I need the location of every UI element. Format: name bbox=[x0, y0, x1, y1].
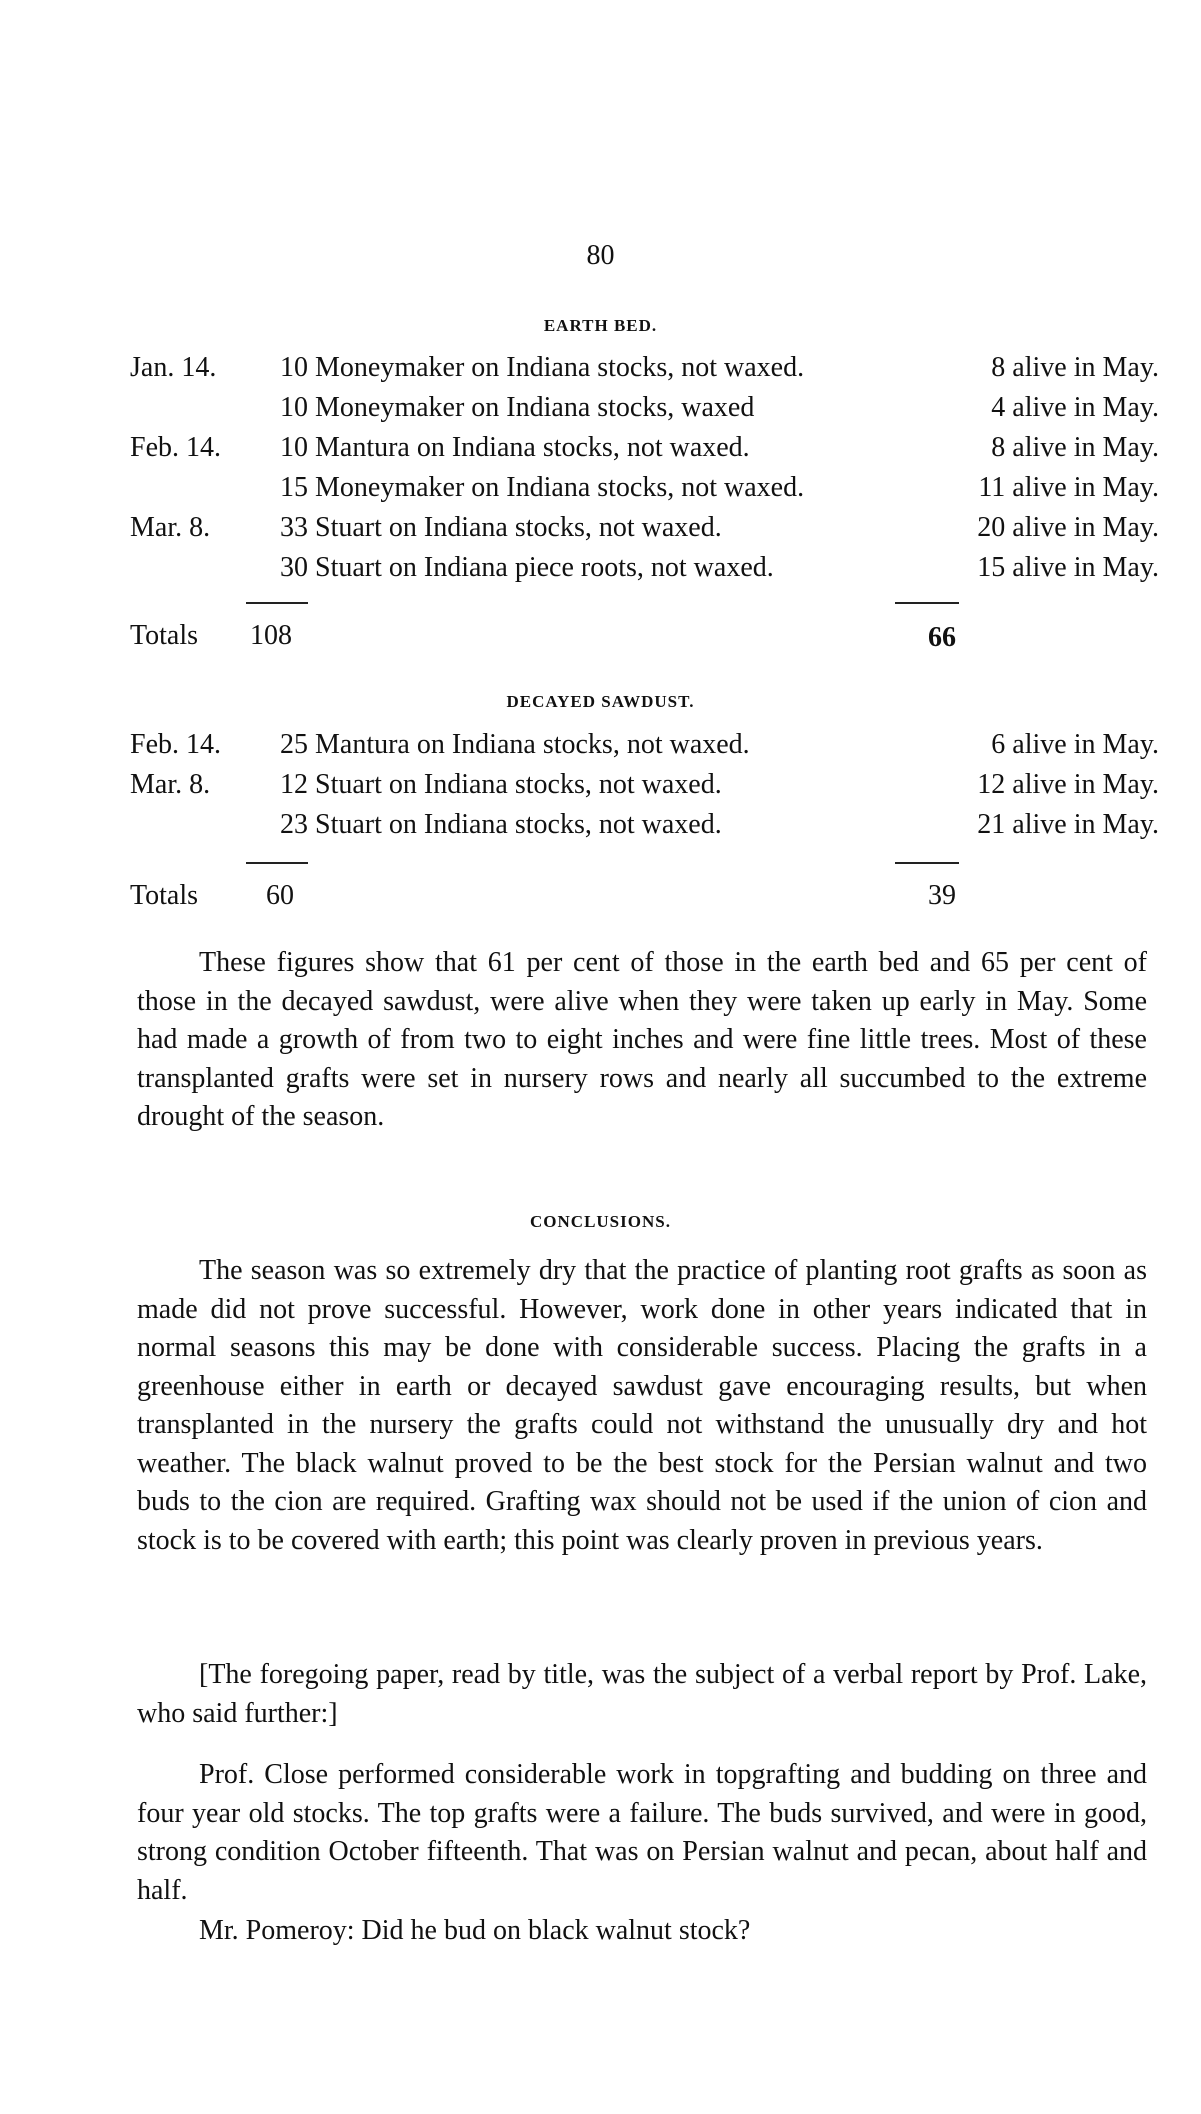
total-alive: 39 bbox=[928, 880, 956, 911]
close-paragraph: Prof. Close performed considerable work in topgrafting and budding on three and four year old stocks. The top grafts were a failure. The buds survived, and were in good, strong condition October fifteenth. That was on Persian walnut and pecan, about half and half. bbox=[137, 1759, 1147, 1906]
totals-label: Totals bbox=[130, 880, 199, 911]
row-entry: 10 Moneymaker on Indiana stocks, not waxed. bbox=[280, 352, 805, 383]
total-grafts: 60 bbox=[266, 880, 294, 911]
decayed-sawdust-heading: DECAYED SAWDUST. bbox=[506, 692, 695, 711]
sum-rule bbox=[246, 602, 308, 604]
totals-label: Totals bbox=[130, 620, 199, 651]
row-entry: 30 Stuart on Indiana piece roots, not waxed. bbox=[280, 552, 774, 583]
row-result: 21 alive in May. bbox=[977, 809, 1159, 840]
row-date: Mar. 8. bbox=[130, 512, 211, 543]
conclusions-paragraph: The season was so extremely dry that the practice of planting root grafts as soon as made did not prove successful. However, work done in other years indicated that in normal seasons this may be done with considerable success. Placing the grafts in a greenhouse either in earth or decayed sawdust gave encouraging results, but when transplanted in the nursery the grafts could not withstand the unusually dry and hot weather. The black walnut proved to be the best stock for the Persian walnut and two buds to the cion are required. Grafting wax should not be used if the union of cion and stock is to be covered with earth; this point was clearly proven in previous years. bbox=[137, 1255, 1147, 1556]
total-grafts: 108 bbox=[250, 620, 292, 651]
row-result: 15 alive in May. bbox=[977, 552, 1159, 583]
row-result: 6 alive in May. bbox=[991, 729, 1159, 760]
row-entry: 25 Mantura on Indiana stocks, not waxed. bbox=[280, 729, 750, 760]
earth-bed-heading: EARTH BED. bbox=[543, 316, 658, 335]
row-entry: 10 Moneymaker on Indiana stocks, waxed bbox=[280, 392, 755, 423]
table-row bbox=[0, 725, 1201, 765]
pomeroy-question: Mr. Pomeroy: Did he bud on black walnut stock? bbox=[199, 1915, 751, 1946]
table-row bbox=[0, 548, 1201, 588]
row-date: Feb. 14. bbox=[130, 729, 221, 760]
row-date: Jan. 14. bbox=[130, 352, 217, 383]
page-number: 80 bbox=[586, 240, 615, 271]
row-result: 4 alive in May. bbox=[991, 392, 1159, 423]
table-row bbox=[0, 428, 1201, 468]
row-entry: 23 Stuart on Indiana stocks, not waxed. bbox=[280, 809, 722, 840]
figures-paragraph: These figures show that 61 per cent of those in the earth bed and 65 per cent of those in the decayed sawdust, were alive when they were taken up early in May. Some had made a growth of from two to eight inches and were fine little trees. Most of these transplanted grafts were set in nursery rows and nearly all succumbed to the extreme drought of the season. bbox=[137, 947, 1147, 1132]
foregoing-note: [The foregoing paper, read by title, was the subject of a verbal report by Prof. Lake, who said further:] bbox=[137, 1659, 1147, 1729]
total-alive: 66 bbox=[928, 622, 956, 653]
row-entry: 10 Mantura on Indiana stocks, not waxed. bbox=[280, 432, 750, 463]
row-date: Feb. 14. bbox=[130, 432, 221, 463]
sum-rule bbox=[895, 862, 959, 864]
table-row bbox=[0, 388, 1201, 428]
sum-rule bbox=[895, 602, 959, 604]
table-row bbox=[0, 508, 1201, 548]
row-result: 11 alive in May. bbox=[978, 472, 1159, 503]
row-entry: 15 Moneymaker on Indiana stocks, not waxed. bbox=[280, 472, 805, 503]
row-result: 8 alive in May. bbox=[991, 432, 1159, 463]
table-row bbox=[0, 805, 1201, 845]
table-row bbox=[0, 348, 1201, 388]
table-row bbox=[0, 765, 1201, 805]
table-row bbox=[0, 468, 1201, 508]
row-result: 8 alive in May. bbox=[991, 352, 1159, 383]
row-entry: 12 Stuart on Indiana stocks, not waxed. bbox=[280, 769, 722, 800]
row-result: 12 alive in May. bbox=[977, 769, 1159, 800]
row-date: Mar. 8. bbox=[130, 769, 211, 800]
sum-rule bbox=[246, 862, 308, 864]
conclusions-heading: CONCLUSIONS. bbox=[530, 1212, 671, 1231]
row-result: 20 alive in May. bbox=[977, 512, 1159, 543]
row-entry: 33 Stuart on Indiana stocks, not waxed. bbox=[280, 512, 722, 543]
